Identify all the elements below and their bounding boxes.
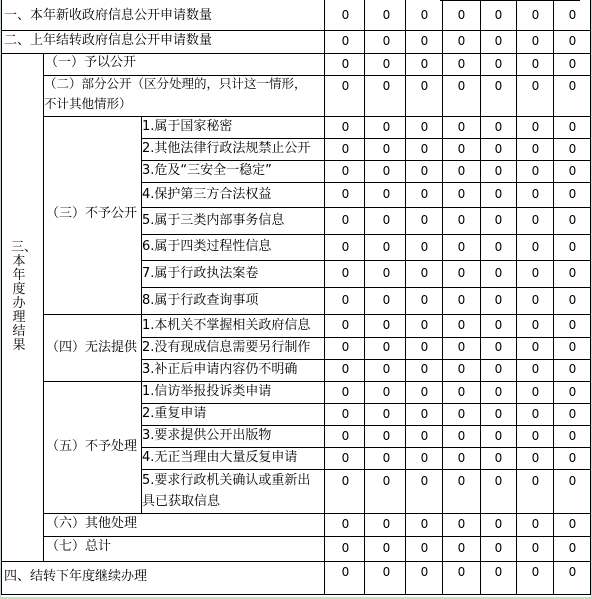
value-cell: 0 bbox=[420, 213, 429, 227]
value-cell: 0 bbox=[382, 266, 391, 280]
c-item: 7.属于行政执法案卷 bbox=[142, 266, 259, 281]
value-cell: 0 bbox=[531, 451, 540, 465]
value-cell: 0 bbox=[568, 8, 577, 22]
value-cell: 0 bbox=[568, 240, 577, 254]
value-cell: 0 bbox=[531, 318, 540, 332]
row-line bbox=[141, 287, 590, 288]
value-cell: 0 bbox=[568, 474, 577, 488]
value-cell: 0 bbox=[531, 8, 540, 22]
value-cell: 0 bbox=[420, 451, 429, 465]
value-cell: 0 bbox=[341, 385, 350, 399]
value-cell: 0 bbox=[494, 451, 503, 465]
row-line bbox=[141, 207, 590, 208]
value-cell: 0 bbox=[341, 362, 350, 376]
value-cell: 0 bbox=[457, 142, 466, 156]
value-cell: 0 bbox=[382, 293, 391, 307]
value-cell: 0 bbox=[420, 541, 429, 555]
value-cell: 0 bbox=[457, 34, 466, 48]
value-cell: 0 bbox=[382, 213, 391, 227]
value-cell: 0 bbox=[531, 293, 540, 307]
value-cell: 0 bbox=[341, 451, 350, 465]
value-cell: 0 bbox=[382, 407, 391, 421]
value-cell: 0 bbox=[341, 213, 350, 227]
value-cell: 0 bbox=[382, 120, 391, 134]
value-cell: 0 bbox=[420, 429, 429, 443]
value-cell: 0 bbox=[457, 541, 466, 555]
value-cell: 0 bbox=[341, 407, 350, 421]
value-cell: 0 bbox=[494, 517, 503, 531]
value-cell: 0 bbox=[494, 474, 503, 488]
value-cell: 0 bbox=[420, 142, 429, 156]
value-cell: 0 bbox=[341, 340, 350, 354]
value-cell: 0 bbox=[568, 517, 577, 531]
value-cell: 0 bbox=[457, 362, 466, 376]
value-cell: 0 bbox=[457, 79, 466, 93]
row-line bbox=[1, 594, 590, 595]
value-cell: 0 bbox=[382, 34, 391, 48]
value-cell: 0 bbox=[531, 266, 540, 280]
row-line bbox=[1, 561, 590, 562]
row-label-new-requests: 一、本年新收政府信息公开申请数量 bbox=[4, 8, 213, 23]
e-item: 3.要求提供公开出版物 bbox=[142, 428, 272, 443]
value-cell: 0 bbox=[494, 340, 503, 354]
value-cell: 0 bbox=[531, 362, 540, 376]
value-cell: 0 bbox=[382, 541, 391, 555]
row-line bbox=[43, 536, 590, 537]
header-edge bbox=[440, 0, 580, 1]
value-cell: 0 bbox=[341, 8, 350, 22]
value-cell: 0 bbox=[382, 517, 391, 531]
value-cell: 0 bbox=[420, 385, 429, 399]
value-cell: 0 bbox=[568, 57, 577, 71]
row-label-total: （七）总计 bbox=[46, 539, 112, 554]
value-cell: 0 bbox=[568, 407, 577, 421]
value-cell: 0 bbox=[341, 318, 350, 332]
value-cell: 0 bbox=[457, 385, 466, 399]
value-cell: 0 bbox=[341, 240, 350, 254]
value-cell: 0 bbox=[568, 565, 577, 579]
value-cell: 0 bbox=[341, 79, 350, 93]
value-cell: 0 bbox=[420, 266, 429, 280]
value-cell: 0 bbox=[531, 34, 540, 48]
value-cell: 0 bbox=[420, 517, 429, 531]
value-cell: 0 bbox=[420, 293, 429, 307]
value-cell: 0 bbox=[457, 407, 466, 421]
value-cell: 0 bbox=[341, 541, 350, 555]
e-item: 4.无正当理由大量反复申请 bbox=[142, 450, 298, 465]
row-label-disclosed: （一）予以公开 bbox=[45, 55, 137, 70]
value-cell: 0 bbox=[494, 213, 503, 227]
row-label-other: （六）其他处理 bbox=[46, 516, 138, 531]
value-cell: 0 bbox=[341, 517, 350, 531]
value-cell: 0 bbox=[568, 340, 577, 354]
value-cell: 0 bbox=[382, 8, 391, 22]
value-cell: 0 bbox=[568, 142, 577, 156]
row-line bbox=[141, 260, 590, 261]
value-cell: 0 bbox=[568, 385, 577, 399]
value-cell: 0 bbox=[457, 517, 466, 531]
value-cell: 0 bbox=[341, 164, 350, 178]
value-cell: 0 bbox=[341, 120, 350, 134]
value-cell: 0 bbox=[382, 142, 391, 156]
value-cell: 0 bbox=[531, 517, 540, 531]
value-cell: 0 bbox=[382, 79, 391, 93]
value-cell: 0 bbox=[568, 120, 577, 134]
value-cell: 0 bbox=[531, 565, 540, 579]
value-cell: 0 bbox=[568, 266, 577, 280]
row-label-not-processed: （五）不予处理 bbox=[46, 439, 138, 454]
value-cell: 0 bbox=[420, 164, 429, 178]
value-cell: 0 bbox=[457, 187, 466, 201]
row-line bbox=[43, 381, 590, 382]
value-cell: 0 bbox=[531, 187, 540, 201]
e-item: 具已获取信息 bbox=[142, 494, 221, 509]
value-cell: 0 bbox=[494, 164, 503, 178]
value-cell: 0 bbox=[568, 79, 577, 93]
value-cell: 0 bbox=[494, 293, 503, 307]
value-cell: 0 bbox=[382, 187, 391, 201]
value-cell: 0 bbox=[457, 164, 466, 178]
value-cell: 0 bbox=[420, 120, 429, 134]
value-cell: 0 bbox=[420, 565, 429, 579]
value-cell: 0 bbox=[494, 8, 503, 22]
c-item: 3.危及“三安全一稳定” bbox=[142, 163, 272, 178]
value-cell: 0 bbox=[420, 79, 429, 93]
row-label-cannot-provide: （四）无法提供 bbox=[46, 340, 138, 355]
value-cell: 0 bbox=[568, 451, 577, 465]
value-cell: 0 bbox=[457, 340, 466, 354]
c-item: 1.属于国家秘密 bbox=[142, 119, 233, 134]
value-cell: 0 bbox=[531, 385, 540, 399]
value-cell: 0 bbox=[494, 266, 503, 280]
c-item: 5.属于三类内部事务信息 bbox=[142, 213, 285, 228]
value-cell: 0 bbox=[494, 142, 503, 156]
value-cell: 0 bbox=[420, 474, 429, 488]
value-cell: 0 bbox=[420, 34, 429, 48]
value-cell: 0 bbox=[457, 293, 466, 307]
value-cell: 0 bbox=[531, 240, 540, 254]
value-cell: 0 bbox=[494, 240, 503, 254]
value-cell: 0 bbox=[494, 34, 503, 48]
value-cell: 0 bbox=[494, 565, 503, 579]
e-item: 1.信访举报投诉类申请 bbox=[142, 384, 272, 399]
d-item: 2.没有现成信息需要另行制作 bbox=[142, 340, 311, 355]
value-cell: 0 bbox=[341, 429, 350, 443]
d-item: 1.本机关不掌握相关政府信息 bbox=[142, 318, 311, 333]
value-cell: 0 bbox=[382, 385, 391, 399]
value-cell: 0 bbox=[382, 57, 391, 71]
value-cell: 0 bbox=[382, 164, 391, 178]
value-cell: 0 bbox=[494, 407, 503, 421]
e-item: 2.重复申请 bbox=[142, 406, 207, 421]
row-label-carried-over: 二、上年结转政府信息公开申请数量 bbox=[4, 33, 213, 48]
value-cell: 0 bbox=[382, 429, 391, 443]
value-cell: 0 bbox=[457, 8, 466, 22]
value-cell: 0 bbox=[494, 385, 503, 399]
d-item: 3.补正后申请内容仍不明确 bbox=[142, 362, 298, 377]
value-cell: 0 bbox=[531, 213, 540, 227]
value-cell: 0 bbox=[568, 187, 577, 201]
value-cell: 0 bbox=[382, 451, 391, 465]
value-cell: 0 bbox=[382, 340, 391, 354]
value-cell: 0 bbox=[494, 79, 503, 93]
value-cell: 0 bbox=[420, 318, 429, 332]
value-cell: 0 bbox=[420, 407, 429, 421]
value-cell: 0 bbox=[457, 474, 466, 488]
value-cell: 0 bbox=[341, 565, 350, 579]
value-cell: 0 bbox=[531, 429, 540, 443]
col-line bbox=[324, 0, 325, 595]
value-cell: 0 bbox=[341, 293, 350, 307]
value-cell: 0 bbox=[457, 565, 466, 579]
value-cell: 0 bbox=[494, 120, 503, 134]
value-cell: 0 bbox=[382, 362, 391, 376]
value-cell: 0 bbox=[494, 541, 503, 555]
c-item: 8.属于行政查询事项 bbox=[142, 293, 259, 308]
value-cell: 0 bbox=[494, 318, 503, 332]
row-line bbox=[43, 314, 590, 315]
value-cell: 0 bbox=[382, 318, 391, 332]
row-label-carry-forward: 四、结转下年度继续办理 bbox=[4, 569, 148, 584]
col-line bbox=[364, 0, 365, 595]
value-cell: 0 bbox=[341, 34, 350, 48]
value-cell: 0 bbox=[457, 429, 466, 443]
value-cell: 0 bbox=[531, 340, 540, 354]
value-cell: 0 bbox=[420, 187, 429, 201]
value-cell: 0 bbox=[531, 79, 540, 93]
value-cell: 0 bbox=[494, 57, 503, 71]
value-cell: 0 bbox=[420, 8, 429, 22]
row-label-partial-line1: （二）部分公开（区分处理的，只计这一情形， bbox=[44, 76, 307, 91]
row-label-not-disclosed: （三）不予公开 bbox=[46, 206, 138, 221]
value-cell: 0 bbox=[382, 240, 391, 254]
row-line bbox=[43, 116, 590, 117]
col-line bbox=[1, 0, 2, 595]
row-line bbox=[141, 182, 590, 183]
value-cell: 0 bbox=[531, 474, 540, 488]
value-cell: 0 bbox=[457, 451, 466, 465]
value-cell: 0 bbox=[568, 34, 577, 48]
value-cell: 0 bbox=[568, 318, 577, 332]
e-item: 5.要求行政机关确认或重新出 bbox=[142, 473, 311, 488]
value-cell: 0 bbox=[457, 240, 466, 254]
value-cell: 0 bbox=[457, 120, 466, 134]
value-cell: 0 bbox=[382, 565, 391, 579]
value-cell: 0 bbox=[568, 293, 577, 307]
c-item: 6.属于四类过程性信息 bbox=[142, 239, 272, 254]
row-label-results: 三、本年度办理结果 bbox=[11, 240, 38, 353]
value-cell: 0 bbox=[341, 57, 350, 71]
c-item: 4.保护第三方合法权益 bbox=[142, 187, 272, 202]
row-line bbox=[141, 403, 590, 404]
value-cell: 0 bbox=[568, 362, 577, 376]
value-cell: 0 bbox=[531, 142, 540, 156]
value-cell: 0 bbox=[382, 474, 391, 488]
c-item: 2.其他法律行政法规禁止公开 bbox=[142, 141, 311, 156]
value-cell: 0 bbox=[568, 164, 577, 178]
value-cell: 0 bbox=[341, 187, 350, 201]
value-cell: 0 bbox=[568, 429, 577, 443]
row-label-partial-line2: 不计其他情形） bbox=[44, 96, 132, 111]
value-cell: 0 bbox=[531, 120, 540, 134]
row-line bbox=[141, 234, 590, 235]
value-cell: 0 bbox=[494, 187, 503, 201]
value-cell: 0 bbox=[457, 213, 466, 227]
value-cell: 0 bbox=[341, 474, 350, 488]
value-cell: 0 bbox=[457, 57, 466, 71]
value-cell: 0 bbox=[420, 57, 429, 71]
value-cell: 0 bbox=[420, 362, 429, 376]
value-cell: 0 bbox=[341, 266, 350, 280]
value-cell: 0 bbox=[494, 429, 503, 443]
value-cell: 0 bbox=[420, 340, 429, 354]
value-cell: 0 bbox=[531, 541, 540, 555]
value-cell: 0 bbox=[568, 213, 577, 227]
value-cell: 0 bbox=[531, 407, 540, 421]
value-cell: 0 bbox=[494, 362, 503, 376]
value-cell: 0 bbox=[341, 142, 350, 156]
value-cell: 0 bbox=[531, 164, 540, 178]
value-cell: 0 bbox=[531, 57, 540, 71]
value-cell: 0 bbox=[457, 266, 466, 280]
col-line bbox=[43, 53, 44, 561]
value-cell: 0 bbox=[568, 541, 577, 555]
value-cell: 0 bbox=[457, 318, 466, 332]
value-cell: 0 bbox=[420, 240, 429, 254]
